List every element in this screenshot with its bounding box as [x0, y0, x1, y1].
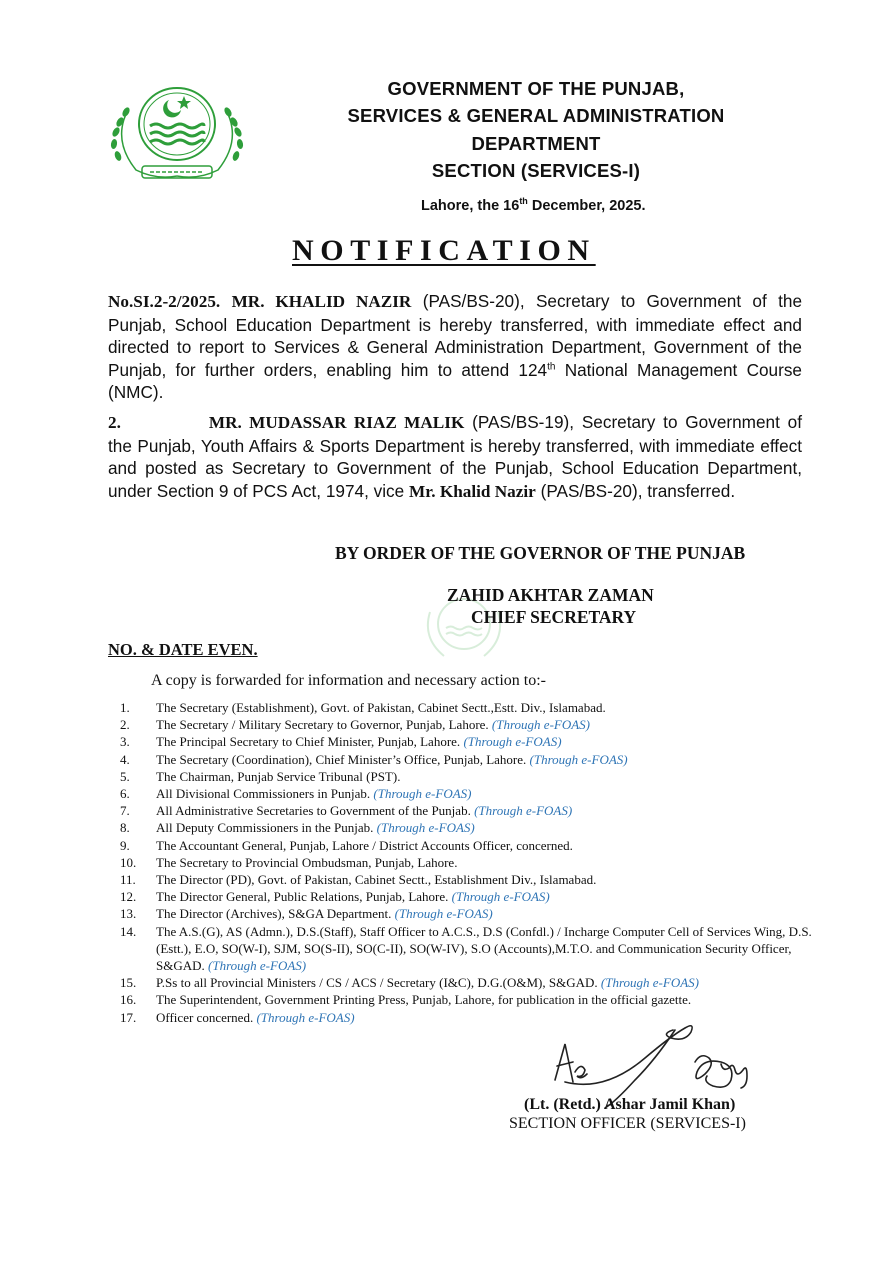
distribution-item	[108, 768, 820, 785]
foas-note: (Through e-FOAS)	[256, 1009, 355, 1025]
distribution-item-number: 11.	[120, 872, 136, 888]
copy-forwarded-line: A copy is forwarded for information and necessary action to:-	[151, 672, 546, 689]
distribution-item	[108, 819, 820, 836]
section-officer-title: SECTION OFFICER (SERVICES-I)	[509, 1115, 746, 1132]
distribution-item-number: 10.	[120, 854, 137, 870]
distribution-item-text: The Accountant General, Punjab, Lahore / District Accounts Officer, concerned.	[156, 837, 573, 853]
distribution-item-text: The Secretary (Coordination), Chief Minister’s Office, Punjab, Lahore.	[156, 751, 527, 767]
distribution-item	[108, 871, 820, 888]
distribution-item	[108, 751, 820, 768]
paragraph-2	[108, 411, 802, 503]
distribution-item-text: P.Ss to all Provincial Ministers / CS / ACS / Secretary (I&C), D.G.(O&M), S&GAD.	[156, 975, 598, 991]
distribution-item-text: All Divisional Commissioners in Punjab.	[156, 786, 371, 802]
distribution-item	[108, 716, 820, 733]
date-prefix: Lahore, the 16	[421, 197, 520, 214]
paragraph-2-text: (PAS/BS-19), Secretary to Government of the Punjab, Youth Affairs & Sports Department is hereby transferred, with immediate effect and posted as Secretary to Government of the Punjab, School Education Department, under Section 9 of PCS Act, 1974, vice	[108, 412, 803, 501]
paragraph-1-sup: th	[547, 360, 556, 372]
distribution-item	[108, 802, 820, 819]
distribution-item-text: The Principal Secretary to Chief Minister, Punjab, Lahore.	[156, 734, 461, 750]
distribution-item-number: 15.	[120, 975, 137, 991]
header-line-3: DEPARTMENT	[471, 133, 601, 154]
punjab-government-logo	[106, 82, 248, 186]
officer-name-2: MR. MUDASSAR RIAZ MALIK	[208, 413, 465, 432]
reference-number: No.SI.2-2/2025.	[108, 292, 221, 311]
foas-note: (Through e-FOAS)	[376, 820, 475, 836]
distribution-item-text: All Administrative Secretaries to Government of the Punjab.	[156, 803, 471, 819]
distribution-item	[108, 837, 820, 854]
distribution-item	[108, 923, 820, 975]
distribution-item-number: 16.	[120, 992, 137, 1008]
distribution-item-text: The Director General, Public Relations, Punjab, Lahore.	[156, 889, 449, 905]
foas-note: (Through e-FOAS)	[451, 889, 550, 905]
header-line-2: SERVICES & GENERAL ADMINISTRATION	[347, 105, 725, 126]
signatory-name: ZAHID AKHTAR ZAMAN	[447, 585, 654, 605]
distribution-item	[108, 905, 820, 922]
distribution-item-number: 12.	[120, 889, 137, 905]
distribution-item-text: The Director (Archives), S&GA Department.	[156, 906, 392, 922]
distribution-item	[108, 974, 820, 991]
header-line-4: SECTION (SERVICES-I)	[431, 160, 641, 181]
distribution-item-text: All Deputy Commissioners in the Punjab.	[156, 820, 374, 836]
header-line-1: GOVERNMENT OF THE PUNJAB,	[387, 78, 685, 99]
officer-name-1: MR. KHALID NAZIR	[231, 292, 412, 311]
distribution-item	[108, 854, 820, 871]
distribution-item-text: The Secretary (Establishment), Govt. of Pakistan, Cabinet Sectt.,Estt. Div., Islamabad.	[156, 700, 606, 715]
distribution-list	[108, 699, 820, 1026]
distribution-item-number: 1.	[120, 700, 130, 715]
distribution-item-number: 4.	[120, 751, 130, 767]
distribution-item	[108, 888, 820, 905]
foas-note: (Through e-FOAS)	[491, 717, 591, 733]
distribution-item-text: The Chairman, Punjab Service Tribunal (PST).	[156, 768, 401, 784]
section-officer-name: (Lt. (Retd.) Ashar Jamil Khan)	[524, 1096, 736, 1113]
officer-name-3: Mr. Khalid Nazir	[408, 481, 536, 501]
distribution-item-number: 17.	[120, 1009, 137, 1025]
paragraph-1	[108, 290, 802, 404]
distribution-item-text: Officer concerned.	[156, 1009, 254, 1025]
distribution-item	[108, 785, 820, 802]
distribution-item	[108, 991, 820, 1008]
distribution-item-text: The Director (PD), Govt. of Pakistan, Cabinet Sectt., Establishment Div., Islamabad.	[156, 872, 597, 888]
distribution-item-text: The Secretary to Provincial Ombudsman, Punjab, Lahore.	[156, 854, 458, 870]
distribution-item-number: 9.	[120, 837, 130, 853]
distribution-item-text: The A.S.(G), AS (Admn.), D.S.(Staff), Staff Officer to A.C.S., D.S (Confdl.) / Incharge Computer Cell of Services Wing, D.S.(Estt.), E.O, SO(W-I), SJM, SO(S-II), SO(C-II), SO(W-IV), S.O (Accounts),M.T.O. and Communication Security Officer, S&GAD.	[156, 923, 812, 974]
date-suffix: December, 2025.	[527, 197, 646, 214]
date-sup: th	[519, 196, 528, 206]
notification-title: NOTIFICATION	[292, 234, 596, 267]
distribution-item-number: 5.	[120, 768, 130, 784]
foas-note: (Through e-FOAS)	[529, 751, 628, 767]
foas-note: (Through e-FOAS)	[208, 958, 307, 974]
date-line	[421, 196, 646, 214]
distribution-item-number: 2.	[120, 717, 130, 733]
distribution-item-number: 8.	[120, 820, 130, 836]
foas-note: (Through e-FOAS)	[394, 906, 493, 922]
distribution-item	[108, 699, 820, 716]
distribution-item-number: 3.	[120, 734, 130, 750]
paragraph-2-text-end: (PAS/BS-20), transferred.	[540, 480, 736, 501]
paragraph-1-text: (PAS/BS-20), Secretary to Government of the Punjab, School Education Department is hereby transferred, with immediate effect and directed to report to Services & General Administration Department, Government of the Punjab, for further orders, enabling him to attend 124	[108, 291, 803, 380]
distribution-item-number: 14.	[120, 923, 137, 939]
foas-note: (Through e-FOAS)	[463, 734, 562, 750]
distribution-item	[108, 733, 820, 750]
distribution-item-number: 6.	[120, 786, 130, 802]
no-date-even: NO. & DATE EVEN.	[108, 640, 258, 659]
paragraph-1-text-end: National Management Course (NMC).	[108, 359, 802, 402]
foas-note: (Through e-FOAS)	[474, 803, 573, 819]
distribution-item-number: 13.	[120, 906, 137, 922]
foas-note: (Through e-FOAS)	[373, 786, 472, 802]
signatory-title: CHIEF SECRETARY	[471, 607, 637, 627]
by-order-line: BY ORDER OF THE GOVERNOR OF THE PUNJAB	[335, 543, 746, 563]
distribution-item-text: The Superintendent, Government Printing Press, Punjab, Lahore, for publication in the official gazette.	[156, 992, 692, 1008]
distribution-item-number: 7.	[120, 803, 130, 819]
distribution-item-text: The Secretary / Military Secretary to Governor, Punjab, Lahore.	[156, 717, 489, 733]
foas-note: (Through e-FOAS)	[600, 975, 699, 991]
paragraph-2-number: 2.	[108, 413, 121, 432]
